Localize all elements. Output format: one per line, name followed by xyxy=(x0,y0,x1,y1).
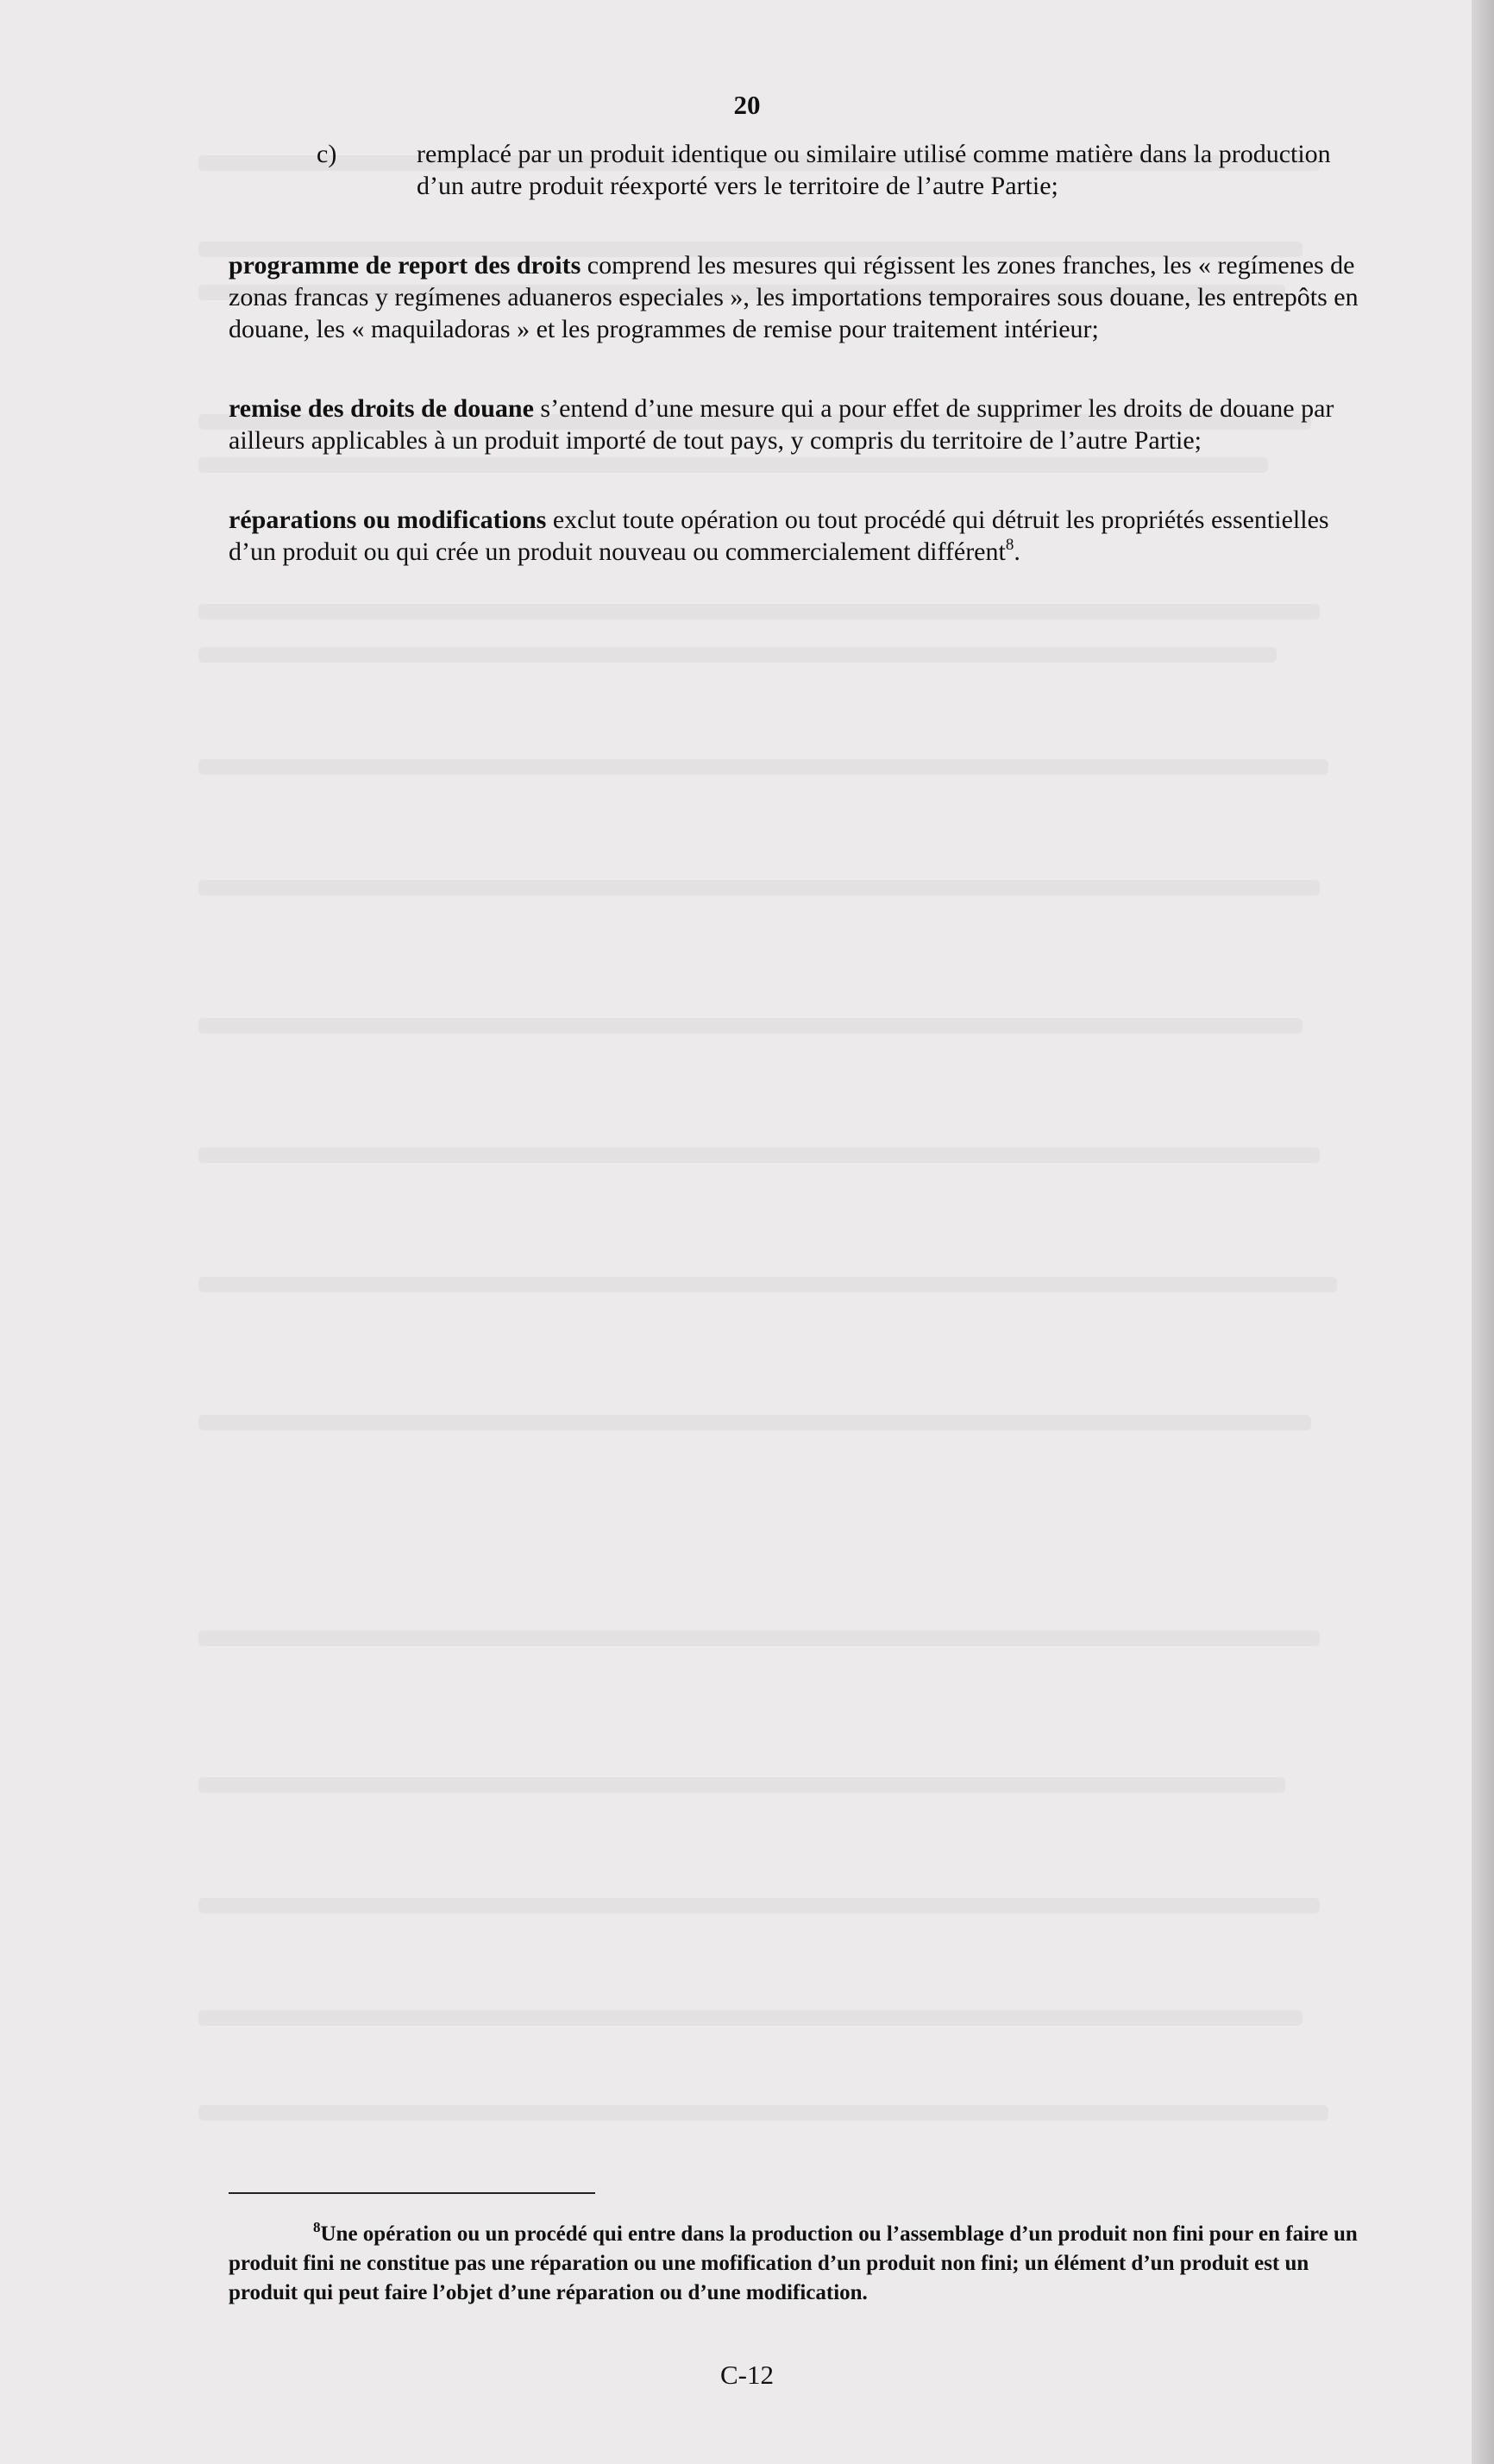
list-item-text: remplacé par un produit identique ou similaire utilisé comme matière dans la production d’un autre produit réexporté vers le territoire de l’autre Partie; xyxy=(417,140,1331,200)
footnote xyxy=(229,2220,1369,2308)
definition-duty-deferral xyxy=(229,249,1369,345)
definition-text: s’entend d’une mesure qui a pour effet de supprimer les droits de douane par ailleurs applicables à un produit importé de tout pays, y compris du territoire de l’autre Partie; xyxy=(229,394,1334,455)
scan-edge xyxy=(1472,0,1494,2464)
page-code: C-12 xyxy=(720,2360,774,2390)
definition-duty-remission xyxy=(229,393,1369,456)
footnote-reference[interactable]: 8 xyxy=(1005,536,1014,554)
definition-end: . xyxy=(1014,537,1020,566)
definition-repairs xyxy=(229,504,1369,568)
footnote-body: Une opération ou un procédé qui entre dans la production ou l’assemblage d’un produit non fini pour en faire un produit fini ne constitue pas une réparation ou une mofification d’un produit non fini; un élément d’un produit est un produit qui peut faire l’objet d’une réparation ou d’une modification. xyxy=(229,2222,1358,2304)
footnote-text xyxy=(229,2220,1369,2308)
main-content xyxy=(229,138,1369,615)
list-item-c xyxy=(229,138,1369,202)
list-item-label: c) xyxy=(317,140,337,168)
definition-text: exclut toute opération ou tout procédé qui détruit les propriétés essentielles d’un produit ou qui crée un produit nouveau ou commercialement différent xyxy=(229,506,1329,566)
page-number: 20 xyxy=(733,90,761,120)
footnote-separator xyxy=(229,2192,595,2194)
footnote-marker: 8 xyxy=(313,2219,321,2235)
defined-term: réparations ou modifications xyxy=(229,506,547,534)
definition-text: comprend les mesures qui régissent les zones franches, les « regímenes de zonas francas y regímenes aduaneros especiales », les importations temporaires sous douane, les entrepôts en douane, les « maquiladoras » et les programmes de remise pour traitement intérieur; xyxy=(229,251,1359,343)
defined-term: remise des droits de douane xyxy=(229,394,534,423)
defined-term: programme de report des droits xyxy=(229,251,581,280)
